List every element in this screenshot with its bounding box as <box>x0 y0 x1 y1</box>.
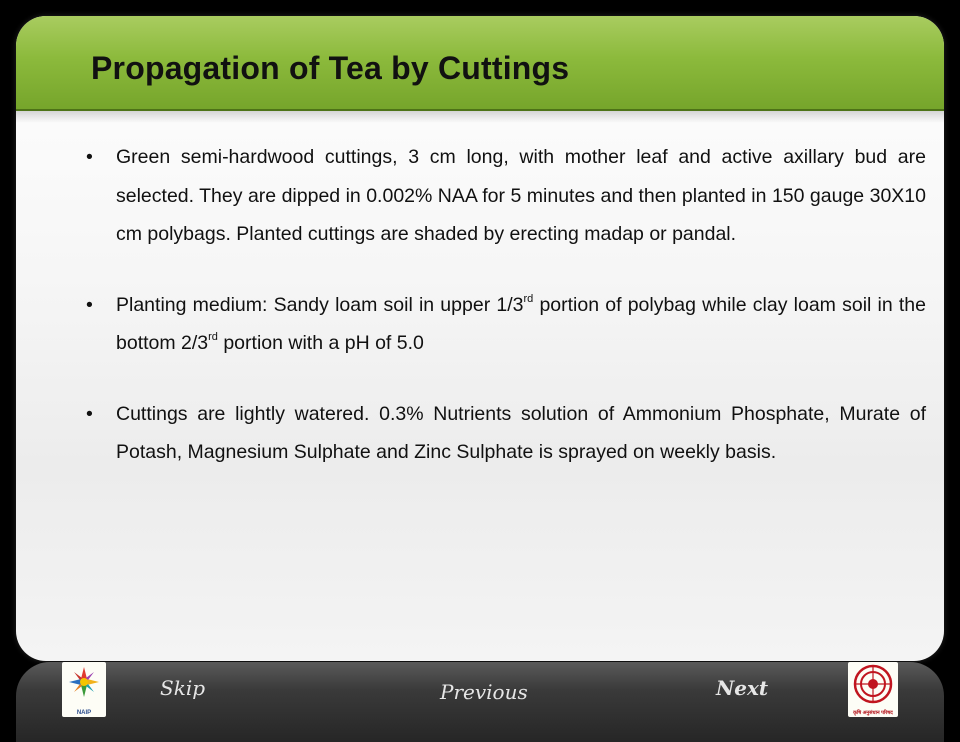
next-button[interactable]: Next <box>716 676 769 700</box>
previous-button[interactable]: Previous <box>440 680 528 704</box>
bullet-text-part: Planting medium: Sandy loam soil in upper 1/3 <box>116 293 524 316</box>
icar-logo-caption: कृषि अनुसंधान परिषद <box>853 710 893 716</box>
superscript: rd <box>208 331 218 343</box>
bullet-item-cuttings <box>86 138 926 254</box>
skip-button[interactable]: Skip <box>160 676 206 700</box>
naip-logo-caption: NAIP <box>76 710 92 716</box>
bullet-text-part: portion of polybag while clay loam soil in the bottom 2/3 <box>116 293 926 354</box>
bullet-text-part: portion with a pH of 5.0 <box>217 332 424 354</box>
title-bar <box>16 16 944 111</box>
bullet-text: Cuttings are lightly watered. 0.3% Nutrients solution of Ammonium Phosphate, Murate of Potash, Magnesium Sulphate and Zinc Sulphate is sprayed on weekly basis. <box>116 402 926 463</box>
slide-content <box>86 138 926 504</box>
slide-card <box>16 16 944 661</box>
bullet-text: Green semi-hardwood cuttings, 3 cm long, with mother leaf and active axillary bud are selected. They are dipped in 0.002% NAA for 5 minutes and then planted in 150 gauge 30X10 cm polybags. Planted cuttings are shaded by erecting madap or pandal. <box>116 146 926 245</box>
slide-title: Propagation of Tea by Cuttings <box>91 50 570 86</box>
bullet-item-watering <box>86 395 926 472</box>
icar-logo <box>848 662 898 717</box>
superscript: rd <box>523 292 534 305</box>
bullet-item-planting-medium <box>86 286 926 363</box>
icar-logo-icon <box>848 662 898 717</box>
naip-logo <box>62 662 106 717</box>
naip-logo-icon <box>62 662 106 717</box>
